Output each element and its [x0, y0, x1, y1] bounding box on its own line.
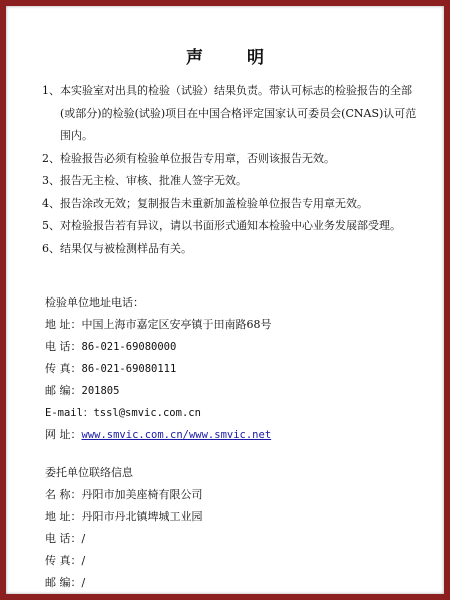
lab-website-link[interactable]: www.smvic.com.cn/www.smvic.net: [81, 429, 272, 441]
lab-postcode-row: [45, 380, 415, 402]
lab-email-row: [45, 402, 415, 424]
client-postcode-label: 邮 编：: [45, 576, 82, 589]
client-name-label: 名 称：: [45, 488, 82, 501]
client-contact-section: [45, 462, 415, 594]
clause-number: 1、: [42, 84, 60, 97]
clause-item: [42, 170, 418, 193]
client-address-value: 丹阳市丹北镇埤城工业园: [81, 510, 203, 523]
client-phone-value: /: [81, 532, 86, 545]
client-contact-heading: 委托单位联络信息: [45, 466, 133, 479]
lab-postcode-value: 201805: [81, 385, 120, 397]
clause-item: [42, 193, 418, 216]
client-phone-row: [45, 528, 415, 550]
title-char-2: 明: [247, 48, 264, 68]
client-name-row: [45, 484, 415, 506]
page-title: [6, 43, 444, 68]
lab-website-label: 网 址：: [45, 428, 82, 441]
lab-contact-heading: 检验单位地址电话：: [45, 296, 144, 309]
lab-fax-row: [45, 358, 415, 380]
client-fax-row: [45, 550, 415, 572]
clause-number: 2、: [42, 151, 60, 165]
lab-address-row: [45, 314, 415, 336]
clause-text: 结果仅与被检测样品有关。: [60, 241, 192, 255]
client-postcode-value: /: [81, 576, 86, 589]
client-fax-value: /: [81, 554, 86, 567]
lab-phone-label: 电 话：: [45, 340, 82, 353]
lab-email-label: E-mail：: [45, 407, 94, 419]
title-char-1: 声: [186, 48, 203, 68]
declaration-clauses: [42, 80, 418, 260]
client-postcode-row: [45, 572, 415, 594]
clause-number: 6、: [42, 241, 60, 255]
lab-email-value: tssl@smvic.com.cn: [93, 407, 201, 419]
client-fax-label: 传 真：: [45, 554, 82, 567]
lab-phone-row: [45, 336, 415, 358]
lab-fax-label: 传 真：: [45, 362, 82, 375]
lab-phone-value: 86-021-69080000: [81, 341, 177, 353]
clause-number: 3、: [42, 174, 60, 187]
clause-number: 4、: [42, 196, 60, 210]
clause-item: [42, 238, 418, 261]
lab-contact-section: [45, 292, 415, 446]
lab-fax-value: 86-021-69080111: [81, 363, 177, 375]
lab-address-value: 中国上海市嘉定区安亭镇于田南路68号: [81, 318, 272, 331]
clause-text: 对检验报告若有异议，请以书面形式通知本检验中心业务发展部受理。: [60, 219, 401, 232]
client-address-row: [45, 506, 415, 528]
client-name-value: 丹阳市加美座椅有限公司: [81, 488, 203, 501]
clause-text: 报告涂改无效；复制报告未重新加盖检验单位报告专用章无效。: [60, 196, 368, 210]
lab-postcode-label: 邮 编：: [45, 384, 82, 397]
clause-text: 报告无主检、审核、批准人签字无效。: [60, 174, 247, 187]
lab-website-row: [45, 424, 415, 446]
clause-text: 本实验室对出具的检验（试验）结果负责。带认可标志的检验报告的全部(或部分)的检验(试验)项目在中国合格评定国家认可委员会(CNAS)认可范围内。: [60, 84, 417, 142]
clause-item: [42, 215, 418, 238]
clause-item: [42, 148, 418, 171]
client-address-label: 地 址：: [45, 510, 82, 523]
clause-number: 5、: [42, 219, 60, 232]
clause-item: [42, 80, 418, 148]
client-phone-label: 电 话：: [45, 532, 82, 545]
clause-text: 检验报告必须有检验单位报告专用章，否则该报告无效。: [60, 151, 335, 165]
lab-address-label: 地 址：: [45, 318, 82, 331]
